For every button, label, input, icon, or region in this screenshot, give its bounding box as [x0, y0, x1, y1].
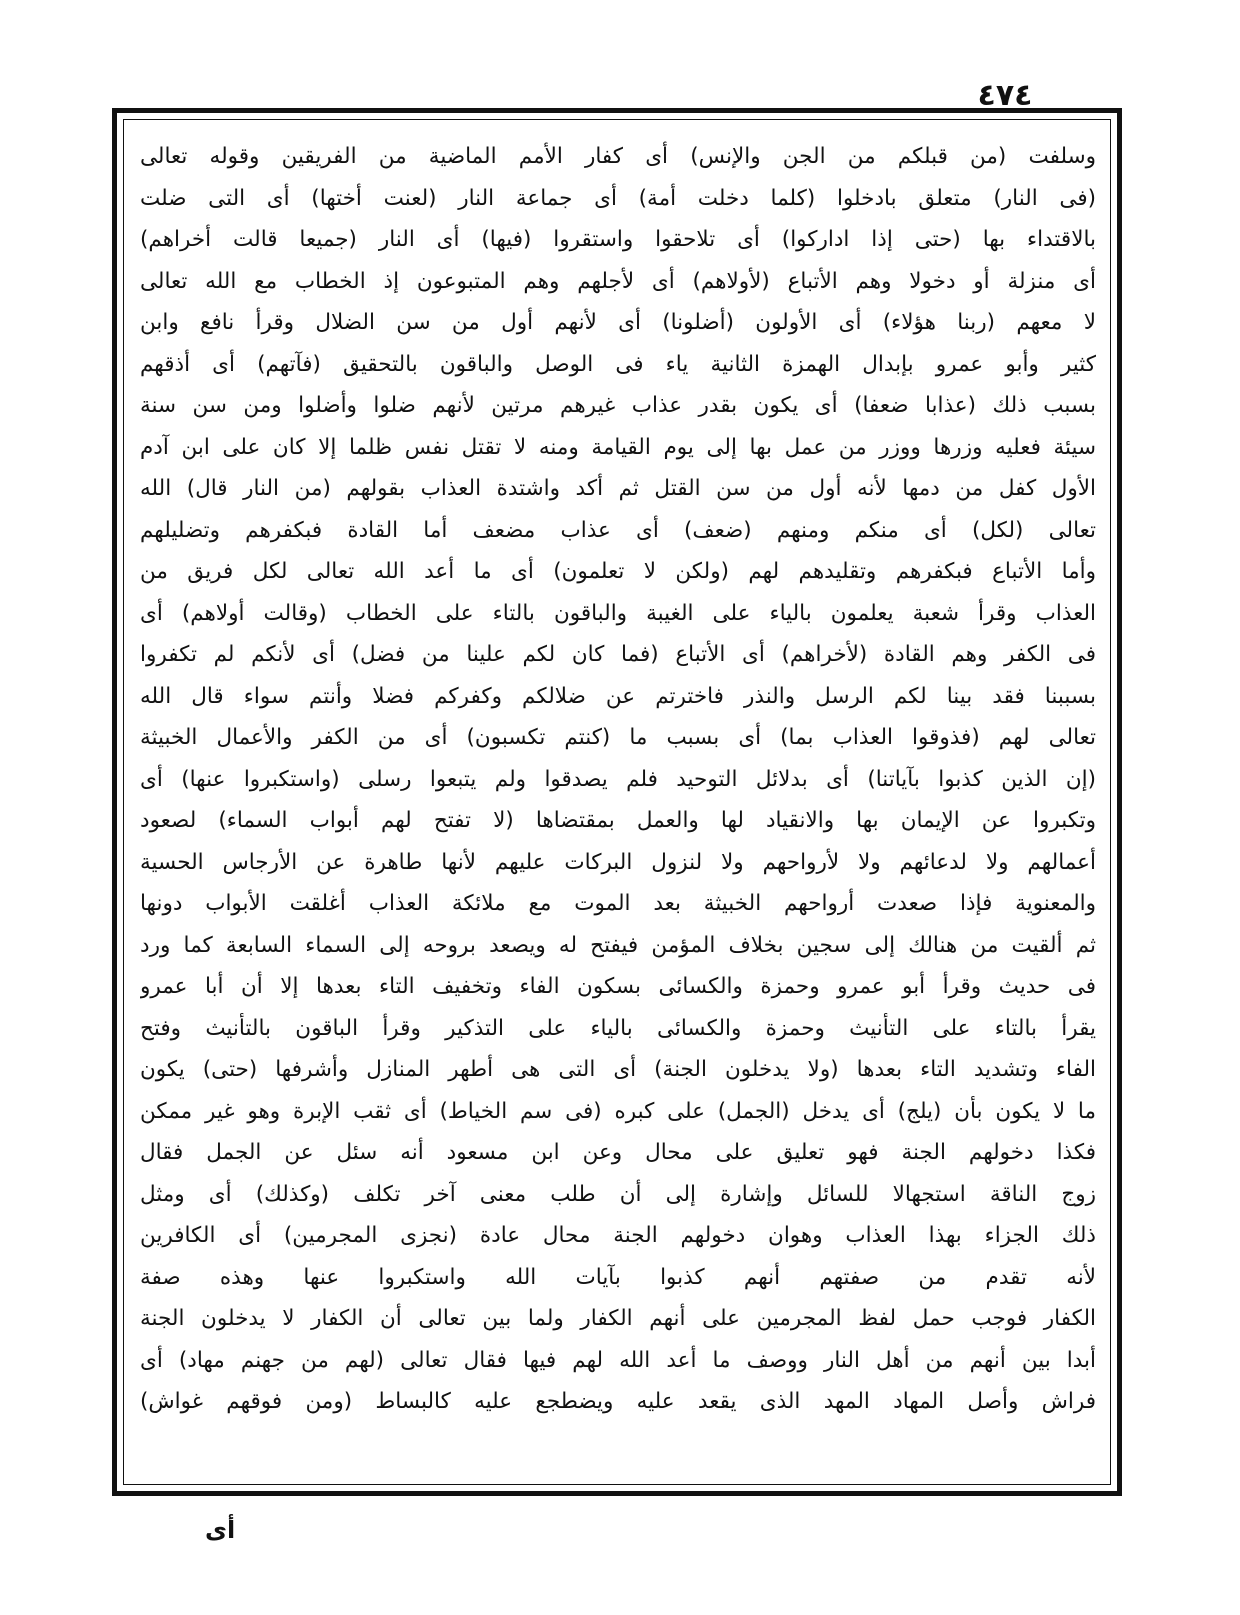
text-line: فراش وأصل المهاد المهد الذى يقعد عليه ويضطجع عليه كالبساط (ومن فوقهم غواش)	[140, 1389, 1096, 1414]
text-line: كثير وأبو عمرو بإبدال الهمزة الثانية ياء فى الوصل والباقون بالتحقيق (فآتهم) أى أذقهم	[140, 351, 1096, 377]
text-line: الفاء وتشديد التاء بعدها (ولا يدخلون الجنة) أى التى هى أطهر المنازل وأشرفها (حتى) يكون	[140, 1057, 1096, 1082]
text-line: لأنه تقدم من صفتهم أنهم كذبوا بآيات الله واستكبروا عنها وهذه صفة	[140, 1264, 1096, 1290]
text-line: الكفار فوجب حمل لفظ المجرمين على أنهم الكفار ولما بين تعالى أن الكفار لا يدخلون الجنة	[140, 1306, 1096, 1331]
text-line: فى الكفر وهم القادة (لأخراهم) أى الأتباع (فما كان لكم علينا من فضل) أى لأنكم لم تكفروا	[140, 642, 1096, 667]
text-line: لا معهم (ربنا هؤلاء) أى الأولون (أضلونا) أى لأنهم أول من سن الضلال وقرأ نافع وابن	[140, 310, 1096, 335]
text-line: ثم ألقيت من هنالك إلى سجين بخلاف المؤمن فيفتح له ويصعد بروحه إلى السماء السابعة كما ورد	[140, 932, 1096, 958]
catchword: أى	[205, 1516, 236, 1544]
text-line: الأول كفل من دمها لأنه أول من سن القتل ثم أكد واشتدة العذاب بقولهم (من النار قال) الله	[140, 476, 1096, 501]
text-line: وسلفت (من قبلكم من الجن والإنس) أى كفار الأمم الماضية من الفريقين وقوله تعالى	[140, 144, 1096, 169]
page-number: ٤٧٤	[977, 78, 1033, 113]
text-line: سيئة فعليه وزرها ووزر من عمل بها إلى يوم القيامة ومنه لا تقتل نفس ظلما إلا كان على ابن آدم	[140, 434, 1096, 460]
text-line: وتكبروا عن الإيمان بها والانقياد لها والعمل بمقتضاها (لا تفتح لهم أبواب السماء) لصعود	[140, 808, 1096, 833]
text-line: العذاب وقرأ شعبة يعلمون بالياء على الغيبة والباقون بالتاء على الخطاب (وقالت أولاهم) أى	[140, 600, 1096, 626]
text-line: أبدا بين أنهم من أهل النار ووصف ما أعد الله لهم فيها فقال تعالى (لهم من جهنم مهاد) أى	[140, 1347, 1096, 1373]
text-line: بالاقتداء بها (حتى إذا اداركوا) أى تلاحقوا واستقروا (فيها) أى النار (جميعا قالت أخراهم)	[140, 227, 1096, 252]
text-line: أى منزلة أو دخولا وهم الأتباع (لأولاهم) أى لأجلهم وهم المتبوعون إذ الخطاب مع الله تعالى	[140, 268, 1096, 294]
text-line: زوج الناقة استجهالا للسائل وإشارة إلى أن طلب معنى آخر تكلف (وكذلك) أى ومثل	[140, 1181, 1096, 1207]
text-line: تعالى (لكل) أى منكم ومنهم (ضعف) أى عذاب مضعف أما القادة فبكفرهم وتضليلهم	[140, 517, 1096, 543]
commentary-text-block	[140, 136, 1096, 1423]
text-line: يقرأ بالتاء على التأنيث وحمزة والكسائى بالياء على التذكير وقرأ الباقون بالتأنيث وفتح	[140, 1015, 1096, 1041]
text-line: أعمالهم ولا لدعائهم ولا لأرواحهم ولا لنزول البركات عليهم لأنها طاهرة عن الأرجاس الحسية	[140, 849, 1096, 875]
text-line: ما لا يكون بأن (يلج) أى يدخل (الجمل) على كبره (فى سم الخياط) أى ثقب الإبرة وهو غير ممكن	[140, 1098, 1096, 1124]
text-line: وأما الأتباع فبكفرهم وتقليدهم لهم (ولكن لا تعلمون) أى ما أعد الله تعالى لكل فريق من	[140, 559, 1096, 584]
text-line: (إن الذين كذبوا بآياتنا) أى بدلائل التوحيد فلم يصدقوا ولم يتبعوا رسلى (واستكبروا عنها) أى	[140, 766, 1096, 792]
text-line: (فى النار) متعلق بادخلوا (كلما دخلت أمة) أى جماعة النار (لعنت أختها) أى التى ضلت	[140, 185, 1096, 211]
text-line: بسببنا فقد بينا لكم الرسل والنذر فاخترتم عن ضلالكم وكفركم فضلا وأنتم سواء قال الله	[140, 683, 1096, 709]
text-line: ذلك الجزاء بهذا العذاب وهوان دخولهم الجنة محال عادة (نجزى المجرمين) أى الكافرين	[140, 1223, 1096, 1248]
text-line: والمعنوية فإذا صعدت أرواحهم الخبيثة بعد الموت مع ملائكة العذاب أغلقت الأبواب دونها	[140, 891, 1096, 916]
text-line: بسبب ذلك (عذابا ضعفا) أى يكون بقدر عذاب غيرهم مرتين لأنهم ضلوا وأضلوا ومن سن سنة	[140, 393, 1096, 418]
text-line: فى حديث وقرأ أبو عمرو وحمزة والكسائى بسكون الفاء وتخفيف التاء بعدها إلا أن أبا عمرو	[140, 974, 1096, 999]
text-line: فكذا دخولهم الجنة فهو تعليق على محال وعن ابن مسعود أنه سئل عن الجمل فقال	[140, 1140, 1096, 1165]
text-line: تعالى لهم (فذوقوا العذاب بما) أى بسبب ما (كنتم تكسبون) أى من الكفر والأعمال الخبيثة	[140, 725, 1096, 750]
